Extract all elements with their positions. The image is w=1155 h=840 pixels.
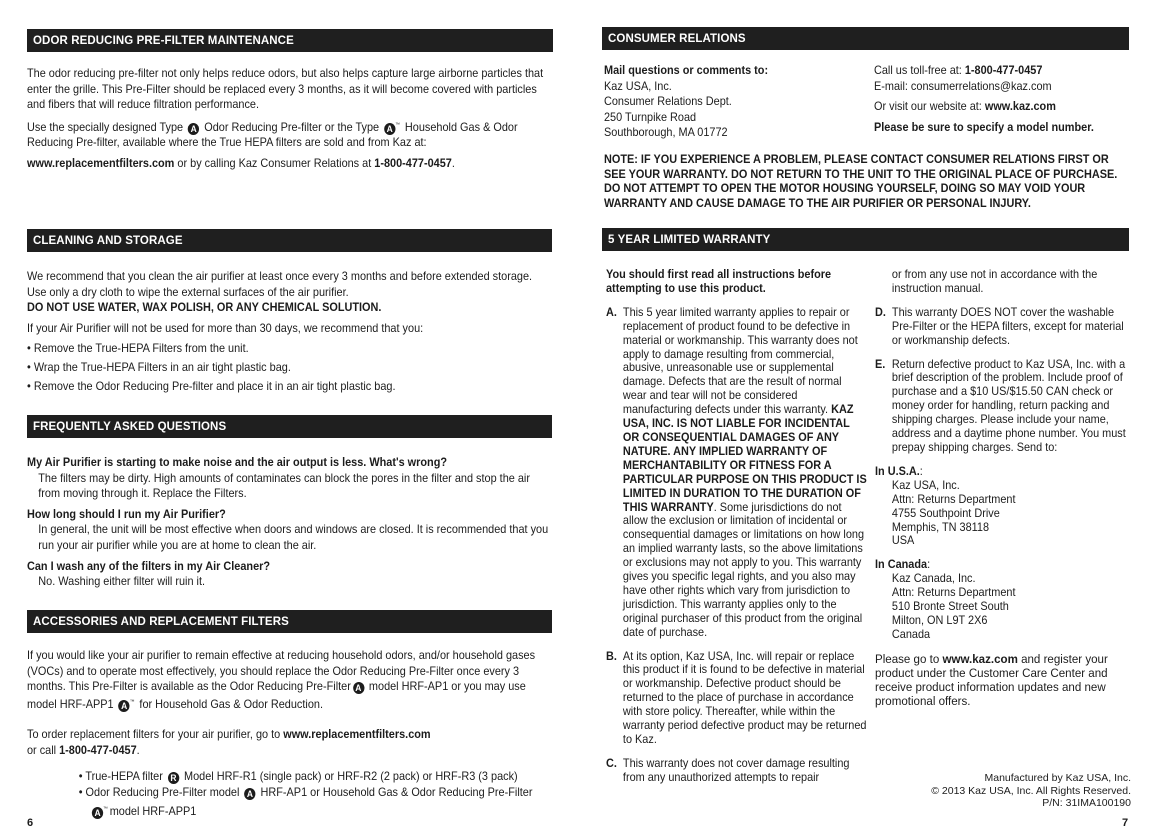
address-line: Southborough, MA 01772 <box>604 126 728 140</box>
footer-line: © 2013 Kaz USA, Inc. All Rights Reserved. <box>931 784 1131 797</box>
page-number: 6 <box>27 817 34 829</box>
warranty-clause-a: A. This 5 year limited warranty applies to repair or replacement of product found to be defective in material or workmanship. This warranty does not apply to damage resulting from commercial, abusive, unreasonable use or supplemental damage. Defects that are the result of normal wear and tear will not be considered manufacturing defects under this warranty. KAZ USA, INC. IS NOT LIABLE FOR INCIDENTAL OR CONSEQUENTIAL DAMAGES OF ANY NATURE. ANY IMPLIED WARRANTY OF MERCHANTABILITY OR FITNESS FOR A PARTICULAR PURPOSE ON THIS PRODUCT IS LIMITED IN DURATION TO THE DURATION OF THIS WARRANTY. Some jurisdictions do not allow the exclusion or limitation of incidental or consequential damages or limitations on how long an implied warranty lasts, so the above limitations or exclusions may not apply to you. This warranty gives you specific legal rights, and you also may have other rights which vary from jurisdiction to jurisdiction. This warranty applies only to the original purchaser of this product from the original date of purchase. <box>606 305 867 639</box>
footer-line: Manufactured by Kaz USA, Inc. <box>984 772 1131 784</box>
type-a-badge-icon: A <box>92 807 103 819</box>
warranty-right-column <box>875 268 1134 709</box>
right-page <box>578 0 1155 840</box>
warranty-intro: You should first read all instructions before attempting to use this product. <box>606 268 832 295</box>
accessories-header: ACCESSORIES AND REPLACEMENT FILTERS <box>27 610 552 633</box>
toll-free: Call us toll-free at: 1-800-477-0457 <box>874 64 1043 77</box>
storage-paragraph: If your Air Purifier will not be used for more than 30 days, we recommend that you: <box>27 321 424 335</box>
contact-block <box>874 63 1137 135</box>
odor-prefilter-paragraph: The odor reducing pre-filter not only helps reduce odors, but also helps capture large airborne particles that enter the grille. This Pre-Filter should be replaced every 3 months, as it will become covered with particles and fibers that will reduce filtration performance. <box>27 67 544 112</box>
kaz-website-link[interactable]: www.kaz.com <box>942 651 1018 666</box>
address-line: Kaz Canada, Inc. <box>891 572 976 586</box>
faq-answer: No. Washing either filter will ruin it. <box>38 575 206 589</box>
list-item: • Remove the True-HEPA Filters from the unit. <box>27 342 249 356</box>
warranty-header: 5 YEAR LIMITED WARRANTY <box>602 228 1129 251</box>
phone-number: 1-800-477-0457 <box>59 743 137 757</box>
consumer-note: NOTE: IF YOU EXPERIENCE A PROBLEM, PLEASE CONTACT CONSUMER RELATIONS FIRST OR SEE YOUR WARRANTY. DO NOT RETURN TO THE UNIT TO THE ORIGINAL PLACE OF PURCHASE. DO NOT ATTEMPT TO OPEN THE MOTOR HOUSING YOURSELF, DOING SO MAY VOID YOUR WARRANTY AND CAUSE DAMAGE TO THE AIR PURIFIER OR PERSONAL INJURY. <box>604 153 1118 210</box>
list-item: A ™ model HRF-APP1 <box>79 802 550 820</box>
accessories-paragraph: If you would like your air purifier to remain effective at reducing household odors, and/or household gases (VOCs) and to operate most effectively, you should replace the Odor Reducing Pre-Filter once every 3 months. This Pre-Filter is available as the Odor Reducing Pre-Filter A model HRF-AP1 or you may use model HRF-APP1 A ™ for Household Gas & Odor Reduction. <box>27 649 536 711</box>
warranty-clause-e: E. Return defective product to Kaz USA, Inc. with a brief description of the problem. Include proof of purchase and a $10 US/$15.50 CAN check or money order for handling, return packing and shipping charges. Please include your name, address and a daytime phone number. You must prepay shipping charges. Send to: <box>875 357 1126 454</box>
type-a-badge-icon: A <box>244 788 255 800</box>
faq-body <box>27 455 550 590</box>
address-line: 4755 Southpoint Drive <box>891 506 1000 520</box>
replacementfilters-link[interactable]: www.replacementfilters.com <box>283 728 431 742</box>
list-item: • Odor Reducing Pre-Filter model A HRF-AP1 or Household Gas & Odor Reducing Pre-Filter <box>78 786 533 800</box>
faq-header: FREQUENTLY ASKED QUESTIONS <box>27 415 552 438</box>
type-a-badge-icon: A <box>119 700 130 712</box>
address-line: Attn: Returns Department <box>891 586 1016 600</box>
faq-answer: The filters may be dirty. High amounts of contaminates can block the pores in the filter and stop the air from moving through it. Replace the Filters. <box>38 471 530 501</box>
warranty-clause-c-continued: or from any use not in accordance with the instruction manual. <box>891 268 1098 295</box>
cleaning-storage-body <box>27 269 550 394</box>
kaz-website-link[interactable]: www.kaz.com <box>984 100 1056 114</box>
address-line: Milton, ON L9T 2X6 <box>891 613 988 627</box>
consumer-relations-header: CONSUMER RELATIONS <box>602 27 1129 50</box>
accessories-body <box>27 648 550 819</box>
phone-number: 1-800-477-0457 <box>374 156 452 170</box>
canada-return-address: In Canada: Kaz Canada, Inc. Attn: Returns Department 510 Bronte Street South Milton, ON L9T 2X6 Canada <box>875 558 1134 641</box>
address-line: 250 Turnpike Road <box>604 110 697 124</box>
cleaning-storage-header: CLEANING AND STORAGE <box>27 229 552 252</box>
order-paragraph: To order replacement filters for your air purifier, go to www.replacementfilters.com or call 1-800-477-0457. <box>27 728 431 757</box>
type-r-badge-icon: R <box>168 772 179 784</box>
address-line: Canada <box>891 627 931 641</box>
odor-prefilter-header: ODOR REDUCING PRE-FILTER MAINTENANCE <box>27 29 553 52</box>
replacementfilters-link[interactable]: www.replacementfilters.com <box>27 156 175 170</box>
type-a-badge-icon: A <box>384 123 395 135</box>
specify-model-note: Please be sure to specify a model number. <box>874 120 1094 134</box>
footer-line: P/N: 31IMA100190 <box>1042 797 1131 810</box>
warranty-clause-b: B. At its option, Kaz USA, Inc. will repair or replace this product if it is found to be defective in material or workmanship. Defective product should be returned to the place of purchase in accordance with store policy. Thereafter, while within the warranty period defective product may be returned to Kaz. <box>606 649 867 746</box>
list-item: • True-HEPA filter R Model HRF-R1 (single pack) or HRF-R2 (2 pack) or HRF-R3 (3 pack) <box>78 769 518 783</box>
list-item: • Remove the Odor Reducing Pre-filter and place it in an air tight plastic bag. <box>27 379 396 393</box>
type-a-badge-icon: A <box>188 123 199 135</box>
odor-prefilter-contact: www.replacementfilters.com or by calling Kaz Consumer Relations at 1-800-477-0457. <box>27 156 455 170</box>
usa-return-address: In U.S.A.: Kaz USA, Inc. Attn: Returns Department 4755 Southpoint Drive Memphis, TN 38118 USA <box>875 465 1134 548</box>
mail-label: Mail questions or comments to: <box>604 64 769 77</box>
address-line: Kaz USA, Inc. <box>604 79 672 93</box>
website-line: Or visit our website at: www.kaz.com <box>874 100 1056 114</box>
faq-question: Can I wash any of the filters in my Air Cleaner? <box>27 559 271 573</box>
cleaning-warning: DO NOT USE WATER, WAX POLISH, OR ANY CHEMICAL SOLUTION. <box>27 301 382 315</box>
address-line: Kaz USA, Inc. <box>891 478 960 492</box>
manufacturer-footer <box>891 772 1131 810</box>
warranty-clause-d: D. This warranty DOES NOT cover the washable Pre-Filter or the HEPA filters, except for material or workmanship defects. <box>875 305 1124 347</box>
address-line: Attn: Returns Department <box>891 492 1016 506</box>
phone-number: 1-800-477-0457 <box>964 64 1043 77</box>
warranty-clause-c: C. This warranty does not cover damage resulting from any unauthorized attempts to repair <box>606 756 850 784</box>
list-item: • Wrap the True-HEPA Filters in an air tight plastic bag. <box>27 360 291 374</box>
address-line: USA <box>891 534 915 548</box>
address-line: Memphis, TN 38118 <box>891 520 990 534</box>
faq-question: My Air Purifier is starting to make noise and the air output is less. What's wrong? <box>27 456 448 469</box>
register-note: Please go to www.kaz.com and register your product under the Customer Care Center and receive product information updates and new promotional offers. <box>875 651 1108 709</box>
mail-block <box>604 63 848 141</box>
address-line: Consumer Relations Dept. <box>604 95 732 109</box>
warranty-left-column <box>606 268 867 785</box>
address-line: 510 Bronte Street South <box>891 600 1009 614</box>
cleaning-paragraph: We recommend that you clean the air purifier at least once every 3 months and before extended storage. Use only a dry cloth to wipe the external surfaces of the air purifier. <box>27 270 533 299</box>
odor-prefilter-body <box>27 66 550 172</box>
faq-question: How long should I run my Air Purifier? <box>27 507 226 521</box>
odor-prefilter-types-paragraph: Use the specially designed Type A Odor Reducing Pre-filter or the Type A ™ Household Gas & Odor Reducing Pre-filter, available where the True HEPA filters are sold and from Kaz at: <box>27 120 518 150</box>
type-a-badge-icon: A <box>353 682 364 694</box>
faq-answer: In general, the unit will be most effective when doors and windows are closed. It is recommended that you run your air purifier while you are at home to clean the air. <box>38 523 549 552</box>
page-number: 7 <box>1122 817 1129 829</box>
email-address: E-mail: consumerrelations@kaz.com <box>874 79 1052 93</box>
